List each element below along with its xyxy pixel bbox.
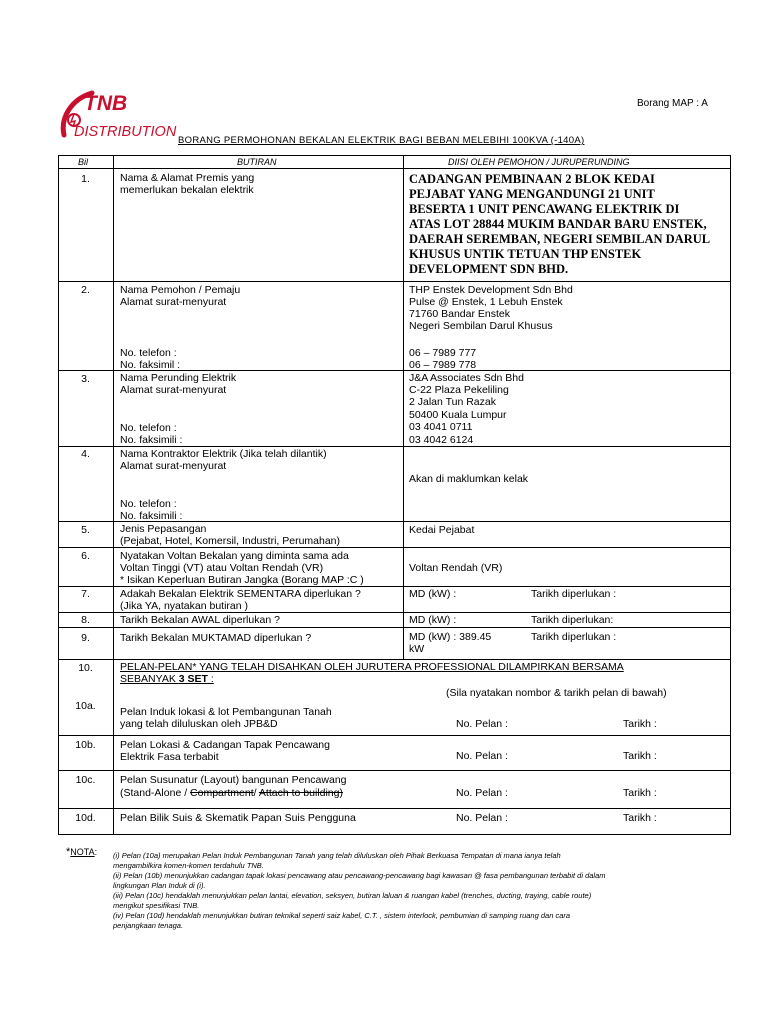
premise-answer: DEVELOPMENT SDN BHD.: [409, 262, 569, 276]
note-line: mengikut spesifikasi TNB.: [113, 901, 200, 910]
consultant-phone: 03 4041 0711: [409, 421, 473, 433]
header-butiran: BUTIRAN: [237, 157, 277, 167]
row-divider: [58, 281, 731, 282]
item-label: Alamat surat-menyurat: [120, 384, 227, 396]
item-label: Nyatakan Voltan Bekalan yang diminta sama ada: [120, 550, 349, 562]
row-number: 7.: [81, 588, 90, 600]
item-label: Alamat surat-menyurat: [120, 460, 227, 472]
applicant-fax: 06 – 7989 778: [409, 359, 477, 371]
plans-set-count: 3 SET: [178, 673, 208, 685]
plans-heading: [120, 673, 214, 685]
row-number: 6.: [81, 550, 90, 562]
note-line: lingkungan Plan Induk di (i).: [113, 881, 206, 890]
item-label: Elektrik Fasa terbabit: [120, 751, 219, 763]
item-label: [120, 787, 343, 799]
voltage-answer: Voltan Rendah (VR): [409, 562, 503, 574]
md-field: MD (kW) :: [409, 614, 457, 626]
note-line: (iii) Pelan (10c) hendaklah menunjukkan pelan lantai, elevation, seksyen, butiran laluan & ruangan kabel (trenches, ducting, traying, cable route): [113, 891, 592, 900]
row-number: 10b.: [75, 739, 96, 751]
item-label: (Pejabat, Hotel, Komersil, Industri, Perumahan): [120, 535, 341, 547]
plan-number-field: No. Pelan :: [456, 812, 508, 824]
md-field: MD (kW) :: [409, 588, 457, 600]
plans-heading: PELAN-PELAN* YANG TELAH DISAHKAN OLEH JURUTERA PROFESSIONAL DILAMPIRKAN BERSAMA: [120, 661, 624, 673]
item-label: Jenis Pepasangan: [120, 523, 207, 535]
item-label: Tarikh Bekalan MUKTAMAD diperlukan ?: [120, 632, 312, 644]
consultant-address: 50400 Kuala Lumpur: [409, 409, 507, 421]
consultant-name: J&A Associates Sdn Bhd: [409, 372, 524, 384]
item-label: (Jika YA, nyatakan butiran ): [120, 600, 249, 612]
applicant-phone: 06 – 7989 777: [409, 347, 477, 359]
row-number: 3.: [81, 373, 90, 385]
row-divider: [58, 770, 731, 771]
row-number: 4.: [81, 448, 90, 460]
applicant-address: Pulse @ Enstek, 1 Lebuh Enstek: [409, 296, 563, 308]
form-reference: Borang MAP : A: [637, 98, 708, 109]
notes-label: [66, 846, 97, 858]
row-divider: [58, 586, 731, 587]
item-label: Pelan Lokasi & Cadangan Tapak Pencawang: [120, 739, 330, 751]
premise-answer: ATAS LOT 28844 MUKIM BANDAR BARU ENSTEK,: [409, 217, 707, 231]
item-label: Tarikh Bekalan AWAL diperlukan ?: [120, 614, 280, 626]
header-bil: Bil: [78, 157, 89, 167]
row-number: 10.: [78, 662, 93, 674]
plan-date-field: Tarikh :: [623, 718, 657, 730]
row-number: 10a.: [75, 700, 96, 712]
item-label: No. faksimili :: [120, 510, 183, 522]
applicant-address: 71760 Bandar Enstek: [409, 308, 510, 320]
item-label: No. telefon :: [120, 498, 177, 510]
item-label: yang telah diluluskan oleh JPB&D: [120, 718, 278, 730]
notes-label-text: NOTA: [70, 847, 95, 857]
item-label: Voltan Tinggi (VT) atau Voltan Rendah (VR): [120, 562, 324, 574]
premise-answer: PEJABAT YANG MENGANDUNGI 21 UNIT: [409, 187, 655, 201]
item-label: Nama Kontraktor Elektrik (Jika telah dilantik): [120, 448, 327, 460]
form-title: BORANG PERMOHONAN BEKALAN ELEKTRIK BAGI BEBAN MELEBIHI 100KVA (-140A): [178, 135, 585, 146]
date-field: Tarikh diperlukan:: [531, 614, 614, 626]
note-line: (i) Pelan (10a) merupakan Pelan Induk Pembangunan Tanah yang telah diluluskan oleh Pihak Berkuasa Tempatan di mana ianya telah: [113, 851, 561, 860]
applicant-name: THP Enstek Development Sdn Bhd: [409, 284, 573, 296]
item-label: No. telefon :: [120, 347, 177, 359]
item-label: Pelan Induk lokasi & lot Pembangunan Tanah: [120, 706, 332, 718]
notes-colon: :: [94, 847, 98, 857]
consultant-address: C-22 Plaza Pekeliling: [409, 384, 509, 396]
premise-answer: DAERAH SEREMBAN, NEGERI SEMBILAN DARUL: [409, 232, 711, 246]
struck-option: Compartment: [190, 787, 254, 799]
item-label: memerlukan bekalan elektrik: [120, 184, 254, 196]
item-label-part: (Stand-Alone /: [120, 787, 191, 799]
plans-heading-part: SEBANYAK: [120, 673, 179, 685]
row-divider: [58, 446, 731, 447]
plans-instruction: (Sila nyatakan nombor & tarikh pelan di bawah): [446, 687, 667, 699]
row-number: 10c.: [75, 774, 96, 786]
struck-option: Attach to building): [258, 787, 343, 799]
logo-division-text: DISTRIBUTION: [74, 124, 177, 140]
row-number: 10d.: [75, 812, 96, 824]
contractor-answer: Akan di maklumkan kelak: [409, 473, 529, 485]
item-label: Adakah Bekalan Elektrik SEMENTARA diperlukan ?: [120, 588, 361, 600]
premise-answer: BESERTA 1 UNIT PENCAWANG ELEKTRIK DI: [409, 202, 680, 216]
row-number: 5.: [81, 524, 90, 536]
row-divider: [58, 168, 731, 169]
row-number: 8.: [81, 614, 90, 626]
md-unit: kW: [409, 643, 425, 655]
row-divider: [58, 659, 731, 660]
date-field: Tarikh diperlukan :: [531, 588, 617, 600]
item-label: Nama & Alamat Premis yang: [120, 172, 255, 184]
applicant-address: Negeri Sembilan Darul Khusus: [409, 320, 553, 332]
item-label: Pelan Bilik Suis & Skematik Papan Suis Pengguna: [120, 812, 356, 824]
row-divider: [58, 547, 731, 548]
item-label: No. telefon :: [120, 422, 177, 434]
note-line: penjangkaan tenaga.: [113, 921, 184, 930]
column-divider: [113, 155, 114, 659]
row-divider: [58, 735, 731, 736]
date-field: Tarikh diperlukan :: [531, 631, 617, 643]
premise-answer: KHUSUS UNTIK TETUAN THP ENSTEK: [409, 247, 642, 261]
installation-type-answer: Kedai Pejabat: [409, 524, 475, 536]
item-label: Alamat surat-menyurat: [120, 296, 227, 308]
plan-date-field: Tarikh :: [623, 787, 657, 799]
md-field: MD (kW) : 389.45: [409, 631, 492, 643]
consultant-fax: 03 4042 6124: [409, 434, 474, 446]
row-number: 9.: [81, 632, 90, 644]
plan-number-field: No. Pelan :: [456, 787, 508, 799]
header-diisi: DIISI OLEH PEMOHON / JURUPERUNDING: [448, 157, 630, 167]
note-line: (ii) Pelan (10b) menunjukkan cadangan tapak lokasi pencawang atau pencawang-pencawang bagi kawasan @ fasa pembangunan terbabit di dalam: [113, 871, 606, 880]
item-label: No. faksimil :: [120, 359, 181, 371]
item-label: No. faksimili :: [120, 434, 183, 446]
row-divider: [58, 808, 731, 809]
row-divider: [58, 627, 731, 628]
item-label: Nama Pemohon / Pemaju: [120, 284, 241, 296]
note-line: mengambilkira komen-komen terdahulu TNB.: [113, 861, 264, 870]
consultant-address: 2 Jalan Tun Razak: [409, 396, 496, 408]
logo-brand-text: TNB: [84, 92, 128, 115]
premise-answer: CADANGAN PEMBINAAN 2 BLOK KEDAI: [409, 172, 655, 186]
plan-number-field: No. Pelan :: [456, 718, 508, 730]
plan-date-field: Tarikh :: [623, 750, 657, 762]
item-label-part: /: [253, 787, 259, 799]
item-label: Pelan Susunatur (Layout) bangunan Pencawang: [120, 774, 347, 786]
plans-heading-part: :: [207, 673, 214, 685]
row-number: 1.: [81, 173, 90, 185]
item-label: * Isikan Keperluan Butiran Jangka (Borang MAP :C ): [120, 574, 364, 586]
row-number: 2.: [81, 284, 90, 296]
column-divider: [403, 155, 404, 659]
item-label: Nama Perunding Elektrik: [120, 372, 237, 384]
plan-number-field: No. Pelan :: [456, 750, 508, 762]
plan-date-field: Tarikh :: [623, 812, 657, 824]
row-divider: [58, 612, 731, 613]
notes-asterisk: *: [66, 846, 71, 858]
note-line: (iv) Pelan (10d) hendaklah menunjukkan butiran teknikal seperti saiz kabel, C.T. , sistem interlock, pembumian di samping ruang dan cara: [113, 911, 571, 920]
